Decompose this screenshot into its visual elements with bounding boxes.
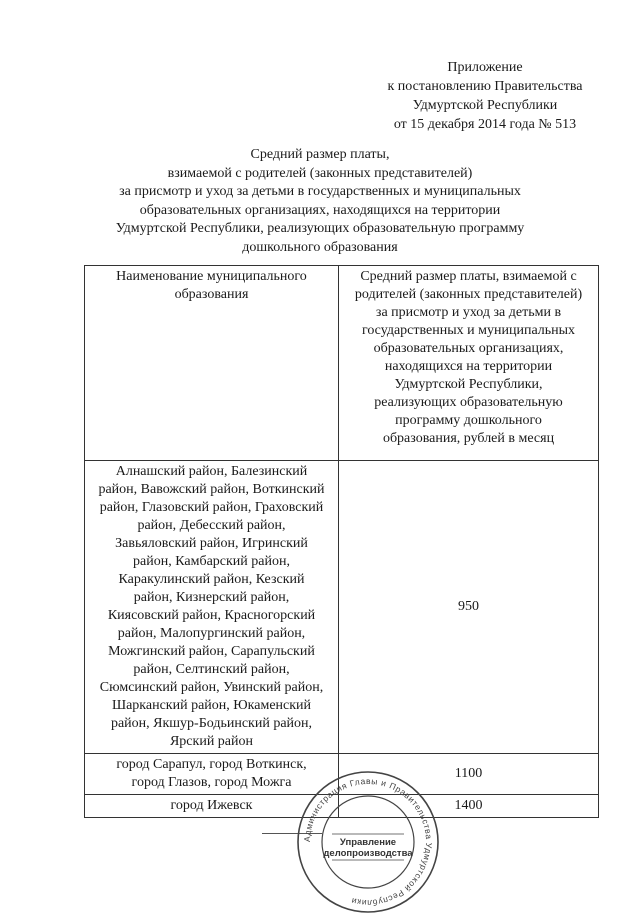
header-municipality <box>85 266 339 461</box>
table-header-row <box>85 266 599 461</box>
header-line: образования <box>174 287 249 302</box>
title-line: Средний размер платы, <box>250 147 390 162</box>
header-line: Средний размер платы, взимаемой с <box>360 269 577 284</box>
cell-line: Завьяловский район, Игринский <box>115 536 308 551</box>
row-value-izhevsk: 1400 <box>339 795 599 818</box>
row-municipality-districts <box>85 461 339 754</box>
header-line: Удмуртской Республики, <box>394 377 543 392</box>
appendix-header <box>370 58 600 134</box>
title-line: взимаемой с родителей (законных представителей) <box>167 165 473 181</box>
stamp-inner-line-2: делопроизводства <box>323 848 413 859</box>
header-average-fee <box>339 266 599 461</box>
cell-line: район, Малопургинский район, <box>117 626 306 641</box>
official-stamp-seal <box>294 768 442 916</box>
fees-table <box>84 265 599 818</box>
cell-line: район, Селтинский район, <box>133 662 290 677</box>
appendix-government: Удмуртской Республики <box>412 98 558 113</box>
header-line: за присмотр и уход за детьми в <box>375 305 562 320</box>
stamp-inner-line-1: Управление <box>339 837 397 848</box>
cell-line: Киясовский район, Красногорский <box>107 608 316 623</box>
header-line: программу дошкольного <box>395 413 542 428</box>
stamp-ring-text: Администрация Главы и Правительства Удмуртской Республики <box>301 775 435 909</box>
appendix-reference: к постановлению Правительства <box>387 79 583 94</box>
cell-line: Ярский район <box>169 734 254 749</box>
cell-line: район, Камбарский район, <box>133 554 290 569</box>
cell-line: Можгинский район, Сарапульский <box>108 644 315 659</box>
title-line: за присмотр и уход за детьми в государственных и муниципальных <box>119 184 521 199</box>
appendix-date-number: от 15 декабря 2014 года № 513 <box>393 117 577 132</box>
header-line: находящихся на территории <box>384 359 553 374</box>
cell-line: район, Кизнерский район, <box>133 590 290 605</box>
table-row <box>85 461 599 754</box>
cell-line: район, Дебесский район, <box>137 518 286 533</box>
header-line: реализующих образовательную <box>374 395 563 410</box>
cell-line: Сюмсинский район, Увинский район, <box>99 680 324 695</box>
cell-line: город Ижевск <box>170 798 253 813</box>
header-line: государственных и муниципальных <box>361 323 576 338</box>
cell-line: Каракулинский район, Кезский <box>118 572 305 587</box>
header-line: родителей (законных представителей) <box>354 287 583 302</box>
header-line: образования, рублей в месяц <box>382 431 555 446</box>
title-line: дошкольного образования <box>242 239 398 255</box>
cell-line: город Глазов, город Можга <box>131 775 292 790</box>
cell-line: район, Глазовский район, Граховский <box>99 500 324 515</box>
cell-line: район, Вавожский район, Воткинский <box>98 482 325 497</box>
row-value-cities: 1100 <box>339 754 599 795</box>
cell-line: район, Якшур-Бодьинский район, <box>110 716 313 731</box>
header-line: образовательных организациях, <box>373 341 564 356</box>
title-line: Удмуртской Республики, реализующих образовательную программу <box>115 221 525 236</box>
title-line: образовательных организациях, находящихся на территории <box>139 202 501 218</box>
header-line: Наименование муниципального <box>116 269 307 284</box>
appendix-label: Приложение <box>447 60 523 75</box>
cell-line: Алнашский район, Балезинский <box>115 464 308 479</box>
row-value-districts: 950 <box>339 461 599 754</box>
document-title <box>80 146 560 257</box>
cell-line: Шарканский район, Юкаменский <box>111 698 312 713</box>
cell-line: город Сарапул, город Воткинск, <box>116 757 307 772</box>
